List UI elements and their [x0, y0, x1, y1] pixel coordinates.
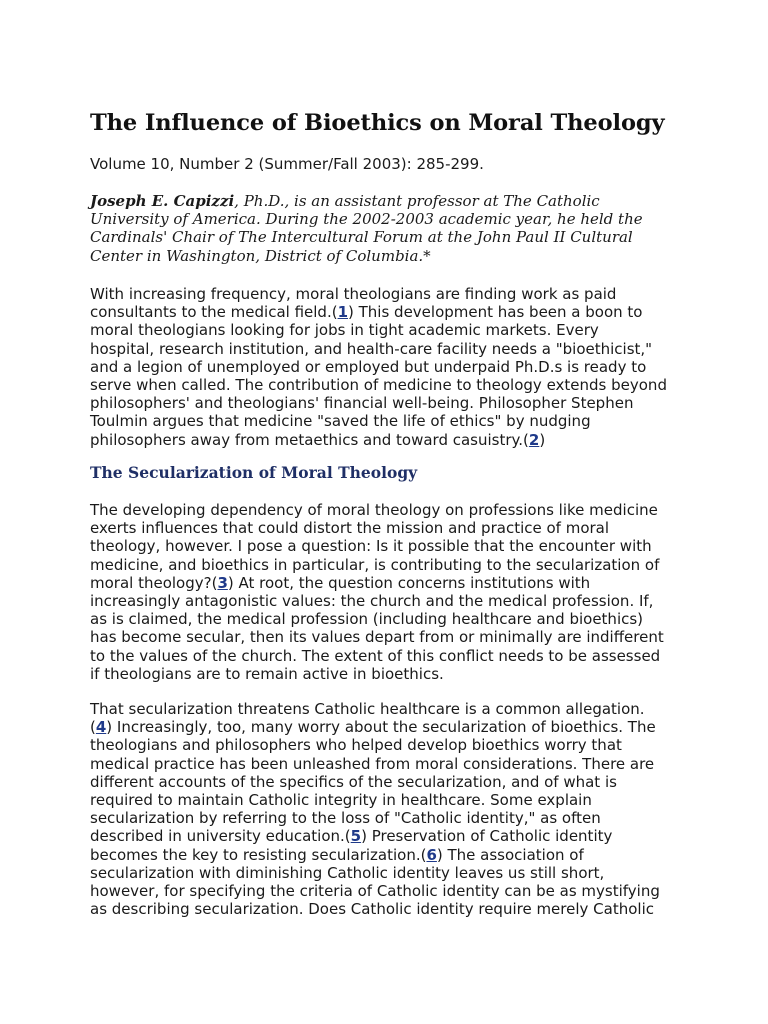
text-line: [90, 431, 682, 449]
text-line: exerts influences that could distort the mission and practice of moral: [90, 519, 610, 538]
text-segment: described in university education.(: [90, 827, 351, 846]
text-line: [90, 574, 682, 592]
text-segment: philosophers away from metaethics and toward casuistry.(: [90, 430, 529, 449]
footnote-link-2[interactable]: 2: [528, 430, 540, 449]
text-line: as is claimed, the medical profession (including healthcare and bioethics): [90, 610, 644, 629]
author-bio-line: [90, 192, 680, 210]
text-line: moral theologians looking for jobs in tight academic markets. Every: [90, 321, 599, 340]
text-segment: ) At root, the question concerns institutions with: [227, 573, 591, 592]
footnote-link-6[interactable]: 6: [426, 845, 437, 864]
text-line: secularization by referring to the loss of "Catholic identity," as often: [90, 809, 601, 828]
text-line: theology, however. I pose a question: Is it possible that the encounter with: [90, 537, 652, 556]
text-line: serve when called. The contribution of medicine to theology extends beyond: [90, 376, 667, 395]
author-bio-text: , Ph.D., is an assistant professor at The Catholic: [234, 192, 600, 210]
footnote-link-3[interactable]: 3: [217, 573, 228, 592]
text-segment: moral theology?(: [90, 573, 218, 592]
section-heading: The Secularization of Moral Theology: [90, 463, 418, 482]
text-line: and a legion of unemployed or employed but underpaid Ph.D.s is ready to: [90, 357, 647, 376]
footnote-link-4[interactable]: 4: [95, 718, 107, 737]
footnote-link-5[interactable]: 5: [350, 827, 362, 846]
text-line: medical practice has been unleashed from moral considerations. There are: [90, 754, 655, 773]
text-line: required to maintain Catholic integrity in healthcare. Some explain: [90, 791, 592, 810]
text-segment: consultants to the medical field.(: [90, 303, 338, 322]
citation: Volume 10, Number 2 (Summer/Fall 2003): 285-299.: [90, 155, 484, 173]
text-segment: ) Preservation of Catholic identity: [361, 827, 613, 846]
text-line: to the values of the church. The extent of this conflict needs to be assessed: [90, 646, 661, 665]
text-segment: (: [90, 718, 96, 737]
text-segment: ) The association of: [436, 845, 584, 864]
author-bio-line: Cardinals' Chair of The Intercultural Forum at the John Paul II Cultural: [90, 228, 633, 247]
text-line: however, for specifying the criteria of Catholic identity can be as mystifying: [90, 882, 660, 901]
text-line: [90, 827, 682, 845]
text-line: The developing dependency of moral theology on professions like medicine: [90, 501, 658, 519]
text-segment: becomes the key to resisting secularization.(: [90, 845, 427, 864]
text-line: [90, 846, 682, 864]
text-line: different accounts of the specifics of the secularization, and of what is: [90, 772, 617, 791]
author-bio-line: Center in Washington, District of Columbia.*: [90, 246, 431, 265]
text-line: With increasing frequency, moral theologians are finding work as paid: [90, 285, 617, 303]
text-line: secularization with diminishing Catholic identity leaves us still short,: [90, 863, 605, 882]
text-line: philosophers' and theologians' financial well-being. Philosopher Stephen: [90, 394, 634, 413]
author-bio: [90, 192, 680, 265]
author-name: Joseph E. Capizzi: [90, 192, 235, 210]
text-line: if theologians are to remain active in bioethics.: [90, 664, 444, 683]
text-line: That secularization threatens Catholic healthcare is a common allegation.: [90, 700, 645, 718]
text-line: [90, 303, 682, 321]
text-line: has become secular, then its values depart from or minimally are indifferent: [90, 628, 664, 647]
author-bio-line: University of America. During the 2002-2003 academic year, he held the: [90, 210, 643, 229]
text-segment: ): [539, 430, 546, 449]
text-line: [90, 718, 682, 736]
footnote-link-1[interactable]: 1: [337, 303, 349, 322]
paragraph-secularization: [90, 501, 682, 683]
text-line: increasingly antagonistic values: the church and the medical profession. If,: [90, 592, 654, 611]
paragraph-catholic-identity: [90, 700, 682, 918]
text-line: Toulmin argues that medicine "saved the life of ethics" by nudging: [90, 412, 591, 431]
text-line: hospital, research institution, and health-care facility needs a "bioethicist,": [90, 339, 653, 358]
text-line: as describing secularization. Does Catholic identity require merely Catholic: [90, 900, 654, 919]
text-segment: ) Increasingly, too, many worry about the secularization of bioethics. The: [106, 718, 656, 737]
article-title: The Influence of Bioethics on Moral Theology: [90, 110, 665, 136]
text-line: theologians and philosophers who helped develop bioethics worry that: [90, 736, 622, 755]
text-segment: ) This development has been a boon to: [348, 303, 643, 322]
text-line: medicine, and bioethics in particular, is contributing to the secularization of: [90, 555, 660, 574]
paragraph-intro: [90, 285, 682, 449]
